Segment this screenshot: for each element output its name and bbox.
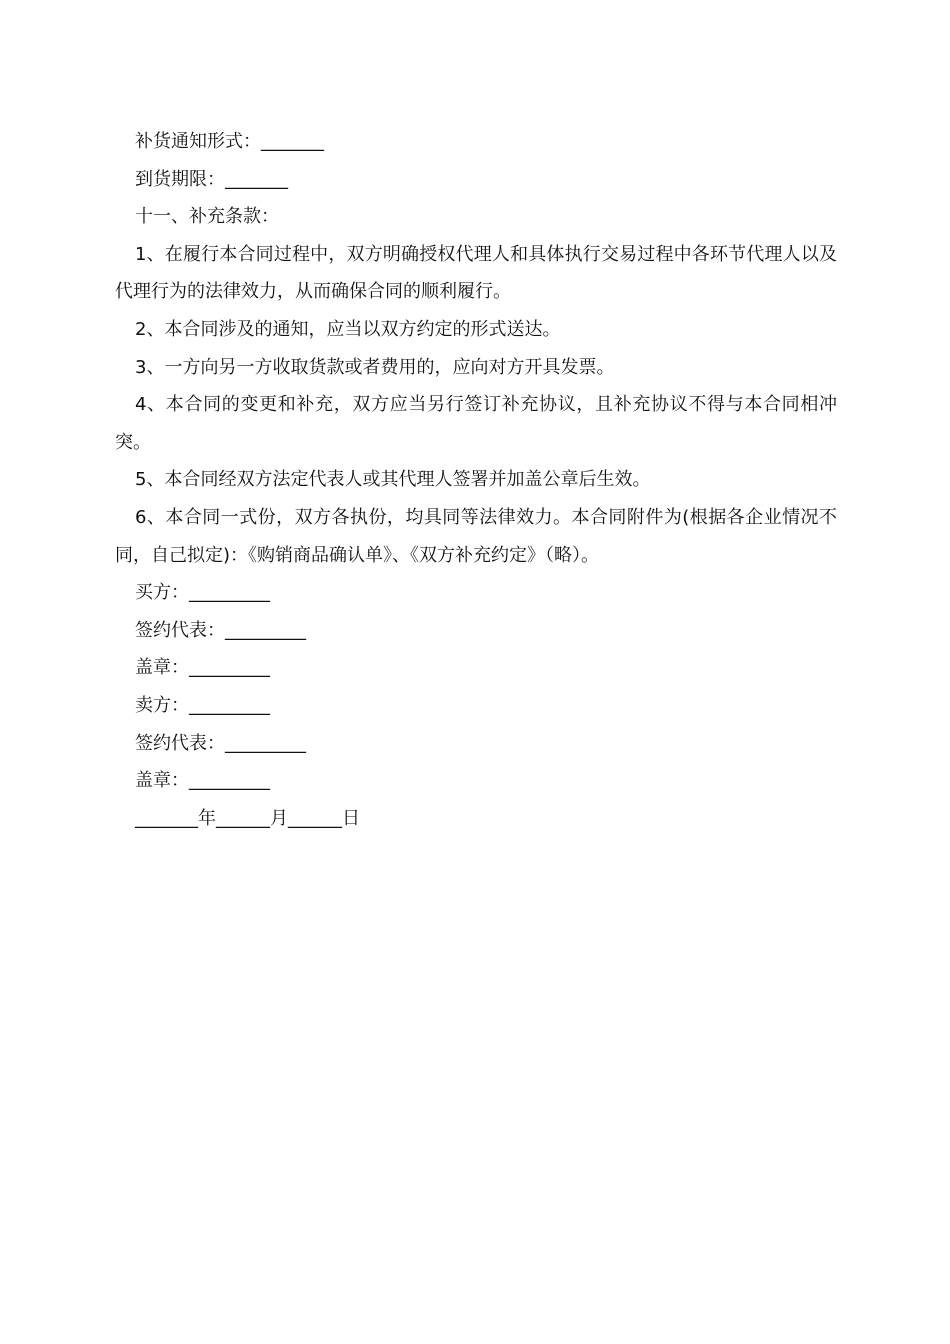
clause-1: 1、在履行本合同过程中，双方明确授权代理人和具体执行交易过程中各环节代理人以及代理行为的法律效力，从而确保合同的顺利履行。 xyxy=(115,243,837,303)
delivery-deadline-field: 到货期限：_______ xyxy=(135,168,288,190)
document-body xyxy=(115,123,837,837)
buyer-representative-field: 签约代表：_________ xyxy=(135,619,306,641)
buyer-field: 买方：_________ xyxy=(135,582,270,604)
clause-2: 2、本合同涉及的通知，应当以双方约定的形式送达。 xyxy=(135,318,561,340)
clause-3: 3、一方向另一方收取货款或者费用的，应向对方开具发票。 xyxy=(135,356,615,378)
seller-representative-field: 签约代表：_________ xyxy=(135,732,306,754)
buyer-seal-field: 盖章：_________ xyxy=(135,657,270,679)
section-heading-supplementary-terms: 十一、补充条款： xyxy=(135,206,279,228)
clause-6: 6、本合同一式份，双方各执份，均具同等法律效力。本合同附件为(根据各企业情况不同，自己拟定)：《购销商品确认单》、《双方补充约定》（略）。 xyxy=(115,506,837,566)
clause-4: 4、本合同的变更和补充，双方应当另行签订补充协议，且补充协议不得与本合同相冲突。 xyxy=(115,394,837,453)
seller-field: 卖方：_________ xyxy=(135,694,270,716)
signing-date-field: _______年______月______日 xyxy=(135,807,360,829)
restock-notice-form-field: 补货通知形式：_______ xyxy=(135,131,324,152)
clause-5: 5、本合同经双方法定代表人或其代理人签署并加盖公章后生效。 xyxy=(135,469,651,491)
seller-seal-field: 盖章：_________ xyxy=(135,770,270,792)
